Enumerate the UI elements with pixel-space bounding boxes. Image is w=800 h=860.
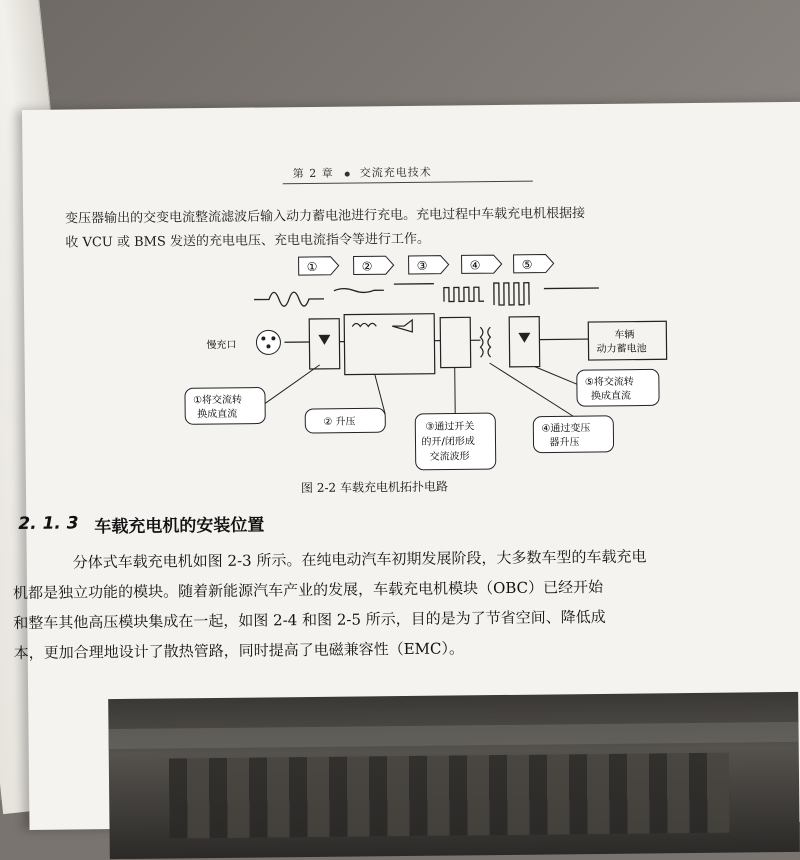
diode-icon bbox=[518, 333, 530, 343]
battery-label-line1: 车辆 bbox=[614, 328, 634, 341]
callout-text: 换成直流 bbox=[591, 389, 631, 402]
figure-caption: 图 2-2 车载充电机拓扑电路 bbox=[301, 478, 448, 497]
bullet-icon bbox=[344, 171, 349, 176]
stage-label: ① bbox=[307, 260, 318, 274]
boost-box bbox=[344, 314, 435, 375]
callout-text: 换成直流 bbox=[197, 407, 237, 420]
body-line: 和整车其他高压模块集成在一起，如图 2-4 和图 2-5 所示，目的是为了节省空间、降低成 bbox=[13, 600, 793, 638]
callout-text: 的开/闭形成 bbox=[421, 434, 475, 448]
stepped-waveform bbox=[494, 283, 529, 305]
transformer-coil-icon bbox=[480, 327, 483, 357]
section-number: 2. 1. 3 bbox=[18, 513, 78, 534]
section-title: 车载充电机的安装位置 bbox=[94, 510, 264, 537]
diode-icon bbox=[392, 320, 412, 332]
vehicle-photo bbox=[108, 692, 800, 859]
stage-arrow bbox=[354, 256, 394, 274]
callout-text: ①将交流转 bbox=[193, 393, 242, 407]
inductor-icon bbox=[352, 323, 376, 326]
slow-port-label: 慢充口 bbox=[206, 338, 236, 351]
square-waveform bbox=[444, 287, 484, 301]
body-line: 机都是独立功能的模块。随着新能源汽车产业的发展，车载充电机模块（OBC）已经开始 bbox=[13, 570, 793, 608]
stage-arrow bbox=[299, 257, 339, 275]
stage-label: ④ bbox=[470, 258, 481, 272]
paragraph-line: 变压器输出的交变电流整流滤波后输入动力蓄电池进行充电。充电过程中车载充电机根据接 bbox=[65, 200, 785, 232]
stage-arrow bbox=[462, 255, 502, 273]
stage-label: ② bbox=[362, 259, 373, 273]
chapter-number: 第 2 章 bbox=[293, 167, 334, 180]
header-rule bbox=[283, 181, 533, 185]
battery-label-line2: 动力蓄电池 bbox=[596, 341, 646, 355]
callout-text: 交流波形 bbox=[430, 449, 470, 462]
transformer-coil-icon bbox=[488, 327, 491, 357]
callout-text: 器升压 bbox=[549, 435, 579, 448]
callout-text: ④通过变压 bbox=[541, 421, 590, 435]
rectified-waveform bbox=[334, 288, 384, 293]
diode-icon bbox=[318, 335, 330, 345]
callout-text: ⑤将交流转 bbox=[585, 375, 634, 389]
topology-circuit-figure bbox=[143, 243, 705, 489]
dc-output-waveform bbox=[544, 288, 599, 289]
paragraph-line: 收 VCU 或 BMS 发送的充电电压、充电电流指令等进行工作。 bbox=[65, 224, 785, 256]
inverter-box bbox=[440, 317, 471, 367]
stage-arrow bbox=[514, 254, 554, 272]
chapter-title: 交流充电技术 bbox=[360, 166, 432, 180]
body-line: 本，更加合理地设计了散热管路，同时提高了电磁兼容性（EMC）。 bbox=[14, 630, 794, 668]
callout-text: ② 升压 bbox=[323, 415, 355, 428]
stage-label: ⑤ bbox=[522, 258, 533, 272]
stage-label: ③ bbox=[417, 259, 428, 273]
body-text bbox=[13, 540, 794, 668]
body-line: 分体式车载充电机如图 2-3 所示。在纯电动汽车初期发展阶段，大多数车型的车载充电 bbox=[13, 540, 793, 578]
running-head bbox=[293, 164, 432, 181]
charge-port-icon bbox=[256, 330, 280, 354]
ac-waveform bbox=[254, 292, 324, 307]
stage-arrow bbox=[409, 256, 449, 274]
book-page bbox=[22, 102, 800, 830]
callout-text: ③通过开关 bbox=[425, 419, 474, 433]
